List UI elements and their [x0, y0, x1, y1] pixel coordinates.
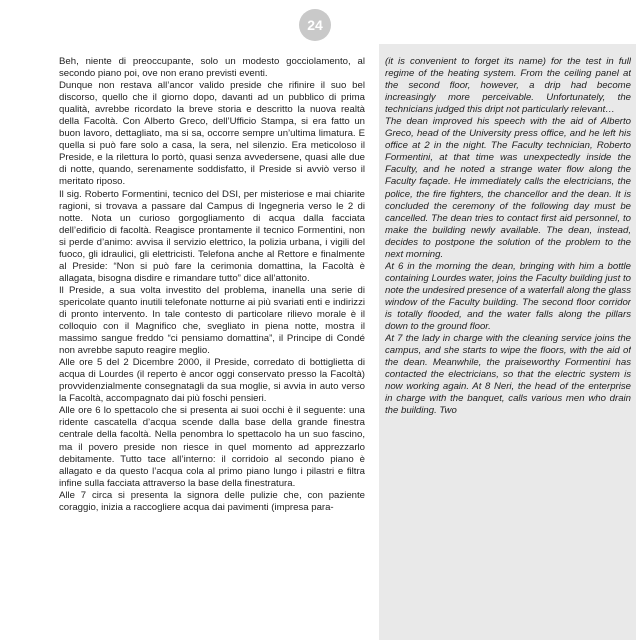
english-paragraph: At 6 in the morning the dean, bringing with him a bottle containing Lourdes water, joins the Faculty building just to note the undesired presence of a waterfall along the glass window of the Faculty building. The second floor corridor is totally flooded, and the water falls along the pillars down to the ground floor.	[385, 260, 631, 333]
english-paragraph: The dean improved his speech with the aid of Alberto Greco, head of the University press office, and he left his office at 2 in the night. The Faculty technician, Roberto Formentini, at that time was unexpectedly inside the Faculty, and he noted a strange water flow along the Faculty façade. He immediately calls the electricians, the police, the fire fighters, the chancellor and the dean. It is concluded the ceremony of the following day must be cancelled. The dean tries to contact first aid personnel, to make the building newly available. The dean, instead, decides to postpone the solution of the problem to the next morning.	[385, 116, 631, 260]
italian-paragraph: Dunque non restava all’ancor valido preside che rifinire il suo bel discorso, quello che il giorno dopo, davanti ad un pubblico di prima qualità, avrebbe ricordato la breve storia e descritto la nuova realtà della Facoltà. Con Alberto Greco, dell’Ufficio Stampa, si era fatto un buon lavoro, dettagliato, ma si sa, occorre sempre un’ultima limatura. E quella si può fare solo a casa, la sera, nel silenzio. Era meticoloso il Preside, e la rilettura lo portò, quasi senza avvedersene, quasi alle due di notte, quando, serenamente soddisfatto, il Preside si avviò verso il meritato riposo.	[59, 80, 365, 188]
english-paragraph: At 7 the lady in charge with the cleaning service joins the campus, and she starts to wipe the floors, with the aid of the dean. Meanwhile, the praiseworthy Formentini has contacted the electricians, so that the electric system is now working again. At 8 Neri, the head of the enterprise in charge with the banquet, calls various men who drain the building. Two	[385, 333, 631, 417]
english-paragraph: (it is convenient to forget its name) for the test in full regime of the heating system. From the ceiling panel at the second floor, however, a drip had become increasingly more perceivable. Unfortunately, the technicians judged this dript not particularly relevant…	[385, 56, 631, 116]
italian-paragraph: Il sig. Roberto Formentini, tecnico del DSI, per misteriose e mai chiarite ragioni, si trovava a passare dal Campus di Ingegneria verso le 2 di notte. Nota un curioso gorgogliamento di acqua dalla facciata dell’edificio di facoltà. Reagisce prontamente il tecnico Formentini, non si perde d’animo: avvisa il servizio elettrico, la polizia urbana, i vigili del fuoco, gli idraulici, gli elettricisti. Telefona anche al Rettore e finalmente al Preside: “Non si può fare la cerimonia domattina, la Facoltà è allagata, bisogna disdire e rimandare tutto” dice all’attonito.	[59, 188, 365, 284]
italian-paragraph: Alle ore 5 del 2 Dicembre 2000, il Preside, corredato di bottiglietta di acqua di Lourdes (il reperto è ancor oggi conservato presso la Facoltà) provvidenzialmente consegnatagli da sua moglie, si avvia in auto verso la Facoltà, accompagnato dai più foschi pensieri.	[59, 357, 365, 405]
english-text-column	[385, 56, 631, 638]
italian-paragraph: Il Preside, a sua volta investito del problema, inanella una serie di spericolate quanto inutili telefonate notturne ai più svariati enti e indirizzi di pronto intervento. In tale contesto di particolare rilievo morale è il colloquio con il Magnifico che, svegliato in piena notte, mostra il massimo sangue freddo “ci pensiamo domattina”, il Principe di Condé non avrebbe saputo reagire meglio.	[59, 284, 365, 357]
italian-paragraph: Alle ore 6 lo spettacolo che si presenta ai suoi occhi è il seguente: una ridente cascatella d’acqua scende dalla base della grande finestra centrale della facoltà. Nella penombra lo spettacolo ha un suo fascino, ma il povero preside non riesce in quel momento ad apprezzarlo debitamente. Tutto tace all’interno: il corridoio al secondo piano è allagato e da questo l’acqua cola al primo piano lungo i pilastri e filtra infine sulla facciata attraverso la base della finestratura.	[59, 405, 365, 489]
italian-paragraph: Alle 7 circa si presenta la signora delle pulizie che, con paziente coraggio, inizia a raccogliere acqua dai pavimenti (impresa para-	[59, 489, 365, 513]
page-number-badge: 24	[299, 9, 331, 41]
italian-text-column	[59, 56, 365, 638]
italian-paragraph: Beh, niente di preoccupante, solo un modesto gocciolamento, al secondo piano poi, ove non erano previsti eventi.	[59, 56, 365, 80]
